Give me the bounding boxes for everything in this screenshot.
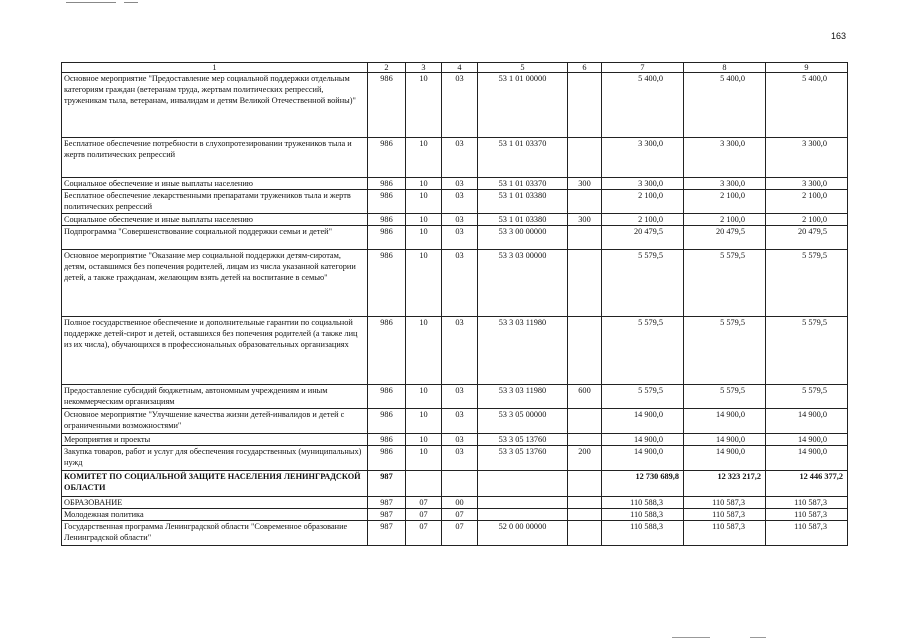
cell-amount-2: 5 579,5 [684,317,766,385]
row-name: Социальное обеспечение и иные выплаты населению [62,178,368,190]
cell-target: 53 3 00 00000 [478,226,568,250]
cell-admin: 986 [368,250,406,317]
header-cell: 9 [766,63,848,73]
cell-expense-type [568,73,602,138]
cell-expense-type [568,409,602,434]
cell-admin: 986 [368,434,406,446]
cell-expense-type [568,250,602,317]
cell-admin: 986 [368,446,406,471]
cell-subsection: 03 [442,178,478,190]
cell-target: 53 3 05 13760 [478,434,568,446]
cell-amount-2: 5 400,0 [684,73,766,138]
cell-admin: 986 [368,178,406,190]
cell-section: 10 [406,446,442,471]
cell-amount-3: 2 100,0 [766,214,848,226]
cell-amount-3: 110 587,3 [766,497,848,509]
cell-amount-2: 14 900,0 [684,446,766,471]
table-row [62,138,848,178]
cell-admin: 986 [368,317,406,385]
cell-subsection: 07 [442,521,478,546]
cell-amount-2: 3 300,0 [684,138,766,178]
cell-amount-3: 3 300,0 [766,178,848,190]
cell-amount-3: 5 579,5 [766,317,848,385]
header-cell: 8 [684,63,766,73]
cell-expense-type [568,317,602,385]
table-row [62,317,848,385]
table-row [62,409,848,434]
cell-admin: 987 [368,509,406,521]
cell-amount-2: 3 300,0 [684,178,766,190]
cell-amount-3: 5 579,5 [766,385,848,409]
cell-expense-type [568,521,602,546]
table-row [62,434,848,446]
cell-amount-1: 5 579,5 [602,317,684,385]
cell-amount-3: 2 100,0 [766,190,848,214]
cell-expense-type [568,471,602,497]
cell-target: 53 1 01 00000 [478,73,568,138]
table-row [62,497,848,509]
cell-amount-2: 110 587,3 [684,521,766,546]
scan-artifact [124,2,138,3]
cell-amount-3: 5 579,5 [766,250,848,317]
cell-target: 53 3 05 13760 [478,446,568,471]
cell-subsection [442,471,478,497]
header-cell: 2 [368,63,406,73]
table-row [62,250,848,317]
row-name: Подпрограмма "Совершенствование социальной поддержки семьи и детей" [62,226,368,250]
cell-section [406,471,442,497]
cell-section: 10 [406,385,442,409]
cell-expense-type [568,434,602,446]
cell-amount-3: 110 587,3 [766,509,848,521]
cell-amount-3: 14 900,0 [766,446,848,471]
cell-amount-2: 12 323 217,2 [684,471,766,497]
cell-target: 53 1 01 03370 [478,138,568,178]
cell-amount-3: 3 300,0 [766,138,848,178]
cell-target [478,497,568,509]
cell-expense-type: 300 [568,214,602,226]
row-name: Мероприятия и проекты [62,434,368,446]
row-name: Основное мероприятие "Предоставление мер социальной поддержки отдельным категориям граждан (ветеранам труда, жертвам политических репрессий, труженикам тыла, ветеранам, инвалидам и детям Великой Отечественной войны)" [62,73,368,138]
cell-expense-type: 200 [568,446,602,471]
cell-target: 53 3 03 11980 [478,385,568,409]
cell-amount-2: 14 900,0 [684,409,766,434]
row-name: Основное мероприятие "Улучшение качества жизни детей-инвалидов и детей с ограниченными возможностями" [62,409,368,434]
header-cell: 7 [602,63,684,73]
row-name: ОБРАЗОВАНИЕ [62,497,368,509]
cell-subsection: 03 [442,434,478,446]
header-cell: 6 [568,63,602,73]
cell-section: 07 [406,509,442,521]
row-name: КОМИТЕТ ПО СОЦИАЛЬНОЙ ЗАЩИТЕ НАСЕЛЕНИЯ ЛЕНИНГРАДСКОЙ ОБЛАСТИ [62,471,368,497]
scan-artifact [672,637,710,638]
cell-expense-type [568,190,602,214]
cell-target: 53 1 01 03370 [478,178,568,190]
cell-admin: 987 [368,497,406,509]
table-row [62,214,848,226]
cell-admin: 986 [368,385,406,409]
row-name: Бесплатное обеспечение лекарственными препаратами тружеников тыла и жертв политических репрессий [62,190,368,214]
cell-amount-2: 110 587,3 [684,497,766,509]
cell-amount-1: 14 900,0 [602,434,684,446]
cell-admin: 987 [368,521,406,546]
cell-section: 10 [406,214,442,226]
cell-admin: 986 [368,214,406,226]
table-row [62,509,848,521]
table-header-row [62,63,848,73]
cell-target: 53 1 01 03380 [478,214,568,226]
cell-amount-1: 14 900,0 [602,446,684,471]
cell-amount-2: 5 579,5 [684,250,766,317]
table-row [62,226,848,250]
cell-amount-1: 3 300,0 [602,138,684,178]
cell-section: 10 [406,73,442,138]
row-name: Предоставление субсидий бюджетным, автономным учреждениям и иным некоммерческим организациям [62,385,368,409]
cell-subsection: 03 [442,73,478,138]
table-row [62,190,848,214]
header-cell: 5 [478,63,568,73]
cell-amount-3: 14 900,0 [766,434,848,446]
cell-expense-type [568,509,602,521]
cell-section: 10 [406,434,442,446]
table-row [62,385,848,409]
cell-admin: 986 [368,138,406,178]
scan-artifact [66,2,116,3]
cell-target [478,471,568,497]
cell-section: 10 [406,178,442,190]
cell-amount-1: 2 100,0 [602,190,684,214]
cell-target: 53 3 03 11980 [478,317,568,385]
cell-subsection: 03 [442,138,478,178]
cell-subsection: 03 [442,226,478,250]
cell-amount-2: 2 100,0 [684,190,766,214]
header-cell: 1 [62,63,368,73]
cell-section: 10 [406,409,442,434]
row-name: Бесплатное обеспечение потребности в слухопротезировании тружеников тыла и жертв политических репрессий [62,138,368,178]
row-name: Социальное обеспечение и иные выплаты населению [62,214,368,226]
cell-amount-2: 20 479,5 [684,226,766,250]
cell-section: 07 [406,521,442,546]
header-cell: 4 [442,63,478,73]
table-row [62,521,848,546]
cell-amount-1: 2 100,0 [602,214,684,226]
row-name: Основное мероприятие "Оказание мер социальной поддержки детям-сиротам, детям, оставшимся без попечения родителей, лицам из числа указанной категории детей, а также гражданам, желающим взять детей на воспитание в семью" [62,250,368,317]
cell-expense-type: 300 [568,178,602,190]
cell-expense-type [568,226,602,250]
scan-artifact [750,637,766,638]
cell-section: 10 [406,190,442,214]
cell-amount-3: 5 400,0 [766,73,848,138]
cell-subsection: 00 [442,497,478,509]
page-number: 163 [830,31,846,41]
cell-amount-1: 5 579,5 [602,250,684,317]
cell-amount-3: 110 587,3 [766,521,848,546]
cell-admin: 986 [368,190,406,214]
cell-target [478,509,568,521]
cell-section: 10 [406,226,442,250]
cell-admin: 987 [368,471,406,497]
cell-target: 52 0 00 00000 [478,521,568,546]
cell-amount-3: 14 900,0 [766,409,848,434]
table-row [62,446,848,471]
header-cell: 3 [406,63,442,73]
cell-amount-2: 2 100,0 [684,214,766,226]
row-name: Государственная программа Ленинградской области "Современное образование Ленинградской области" [62,521,368,546]
cell-subsection: 03 [442,446,478,471]
cell-amount-2: 110 587,3 [684,509,766,521]
cell-subsection: 03 [442,250,478,317]
cell-subsection: 03 [442,214,478,226]
cell-expense-type [568,497,602,509]
cell-target: 53 1 01 03380 [478,190,568,214]
cell-target: 53 3 05 00000 [478,409,568,434]
cell-amount-1: 3 300,0 [602,178,684,190]
table-row-committee [62,471,848,497]
row-name: Закупка товаров, работ и услуг для обеспечения государственных (муниципальных) нужд [62,446,368,471]
row-name: Полное государственное обеспечение и дополнительные гарантии по социальной поддержке детей-сирот и детей, оставшихся без попечения родителей (а также лиц из их числа), обучающихся в профессиональных образовательных организациях [62,317,368,385]
cell-section: 07 [406,497,442,509]
cell-amount-1: 12 730 689,8 [602,471,684,497]
cell-subsection: 03 [442,409,478,434]
cell-amount-1: 5 400,0 [602,73,684,138]
cell-amount-3: 12 446 377,2 [766,471,848,497]
cell-expense-type [568,138,602,178]
cell-amount-2: 14 900,0 [684,434,766,446]
cell-target: 53 3 03 00000 [478,250,568,317]
cell-subsection: 03 [442,317,478,385]
cell-amount-1: 20 479,5 [602,226,684,250]
table-row [62,73,848,138]
cell-amount-2: 5 579,5 [684,385,766,409]
cell-amount-1: 110 588,3 [602,497,684,509]
cell-amount-3: 20 479,5 [766,226,848,250]
cell-amount-1: 14 900,0 [602,409,684,434]
row-name: Молодежная политика [62,509,368,521]
cell-section: 10 [406,317,442,385]
cell-subsection: 03 [442,385,478,409]
cell-section: 10 [406,250,442,317]
cell-amount-1: 110 588,3 [602,509,684,521]
cell-admin: 986 [368,409,406,434]
table-row [62,178,848,190]
cell-expense-type: 600 [568,385,602,409]
cell-amount-1: 5 579,5 [602,385,684,409]
cell-amount-1: 110 588,3 [602,521,684,546]
cell-admin: 986 [368,226,406,250]
cell-admin: 986 [368,73,406,138]
cell-subsection: 07 [442,509,478,521]
cell-subsection: 03 [442,190,478,214]
cell-section: 10 [406,138,442,178]
budget-table [61,62,848,546]
